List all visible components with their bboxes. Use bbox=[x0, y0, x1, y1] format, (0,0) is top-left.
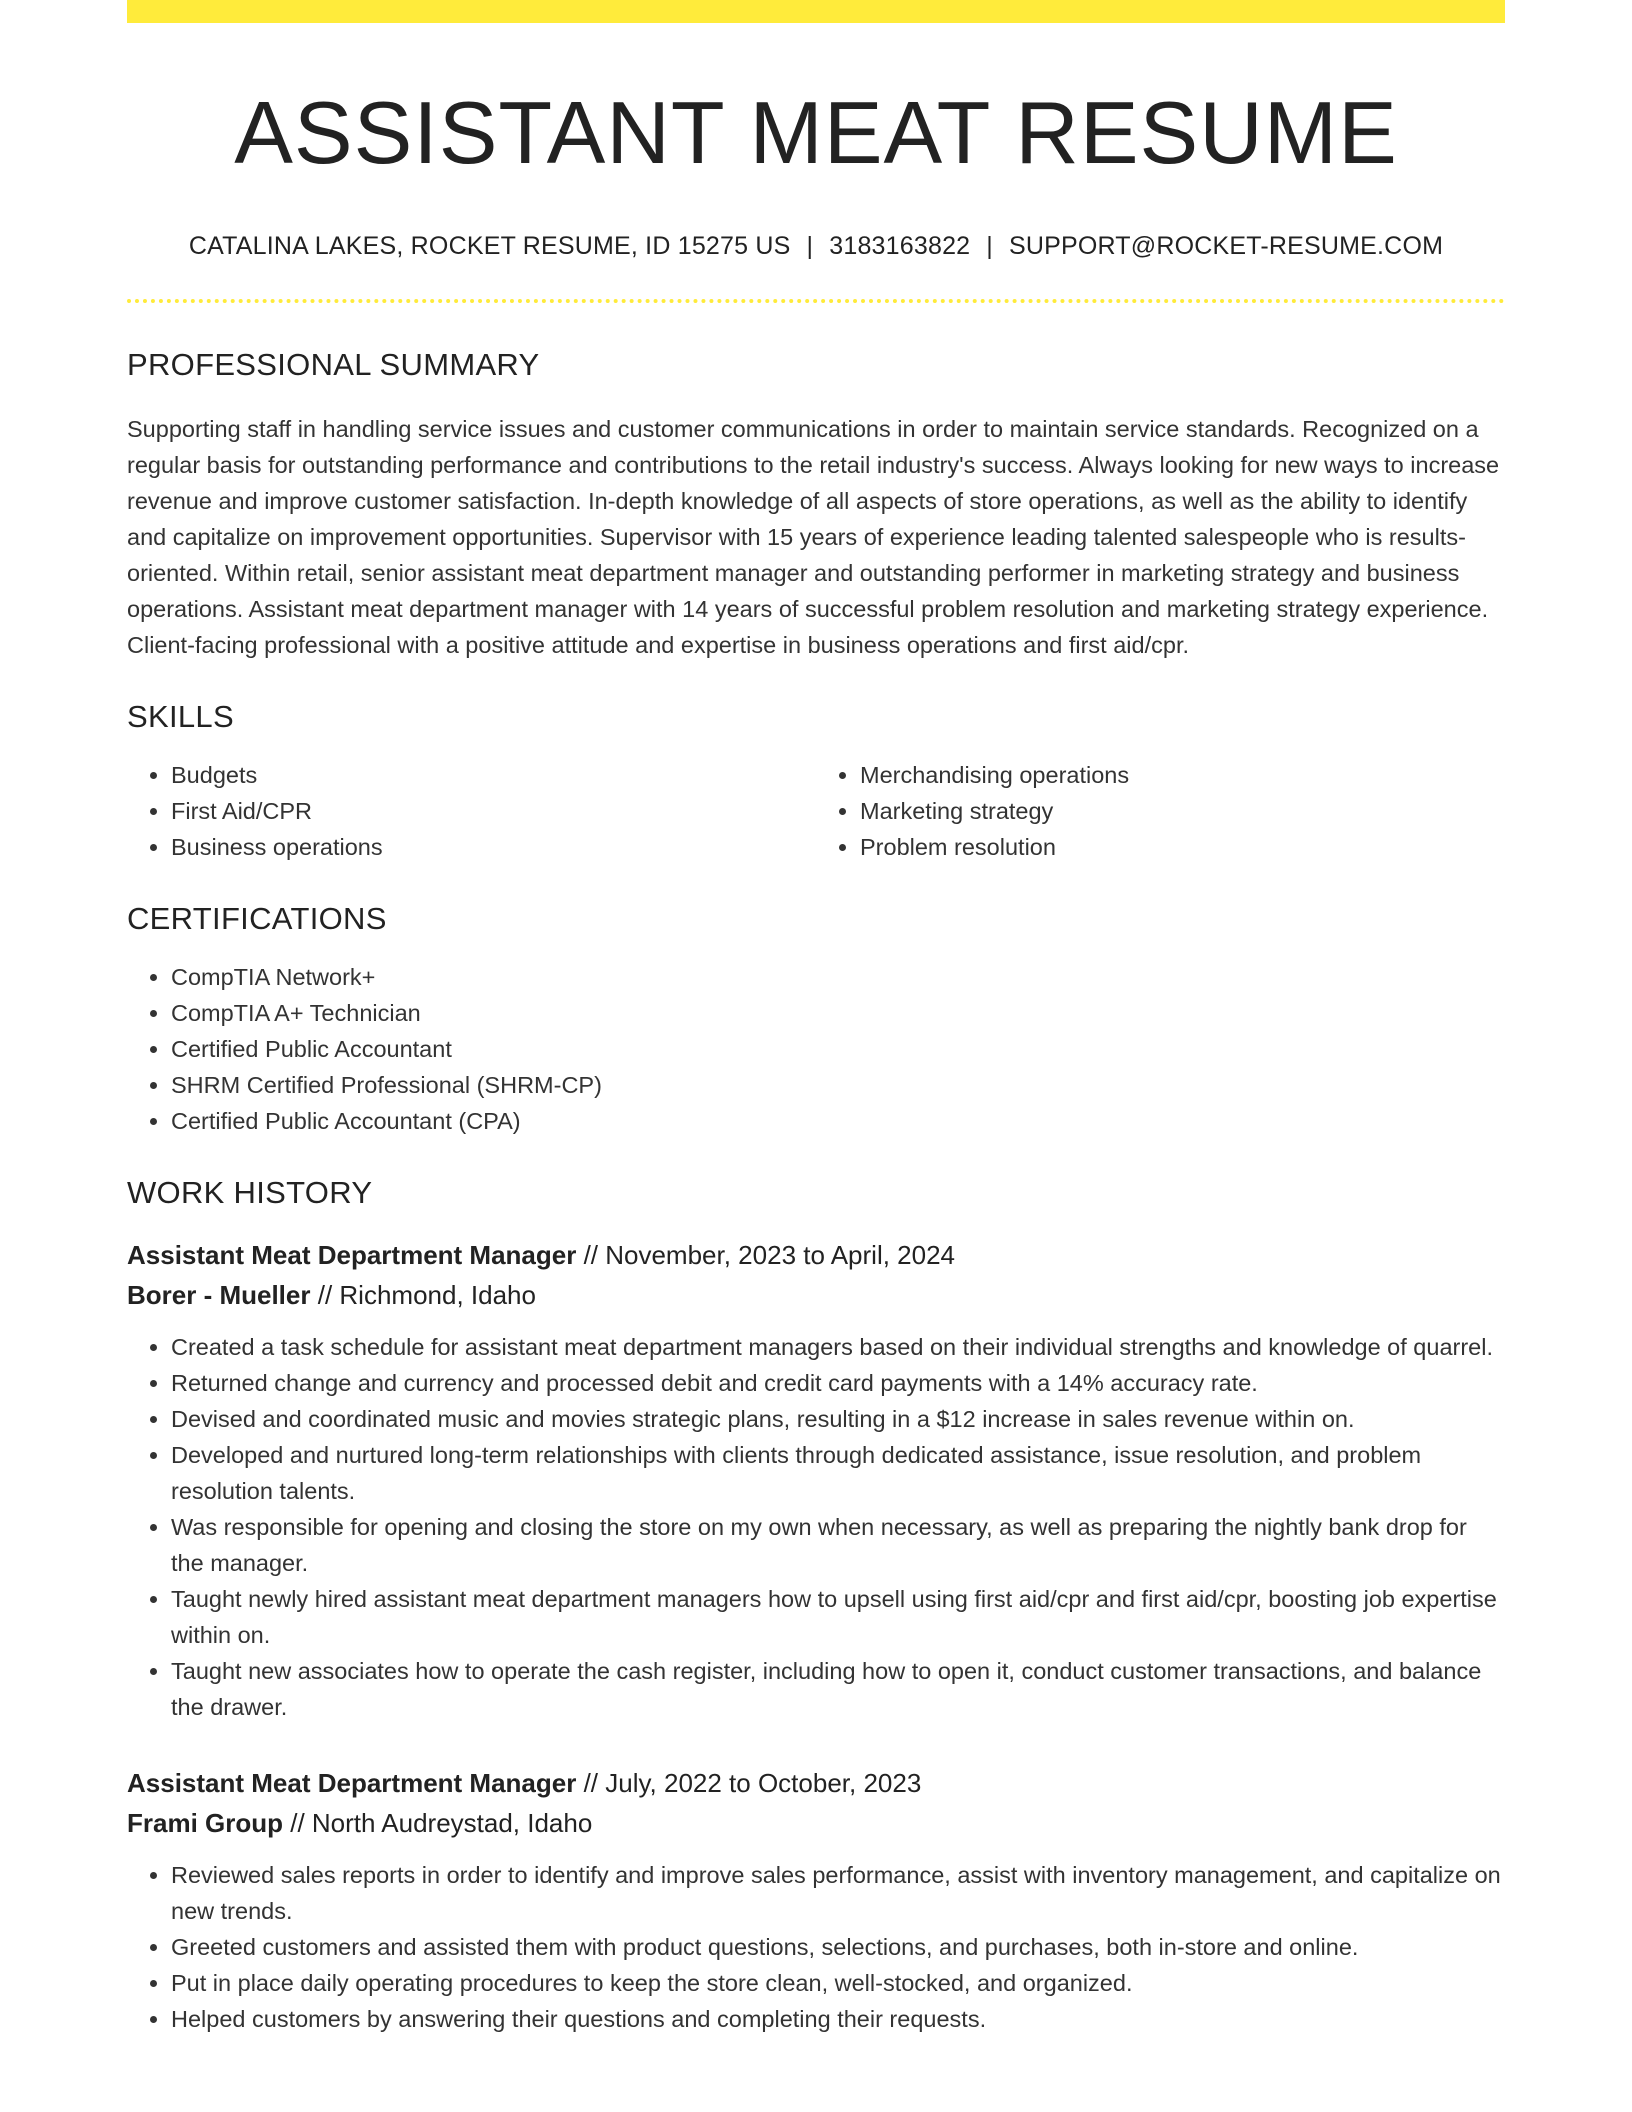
job-company: Borer - Mueller bbox=[127, 1279, 311, 1310]
job-bullets bbox=[127, 1857, 1505, 2037]
certification-item: • Certified Public Accountant bbox=[171, 1031, 1505, 1067]
skill-item: • Budgets bbox=[171, 757, 816, 793]
skill-item: • Problem resolution bbox=[860, 829, 1505, 865]
certification-item: • SHRM Certified Professional (SHRM-CP) bbox=[171, 1067, 1505, 1103]
resume-page bbox=[127, 0, 1505, 2037]
skills-grid bbox=[127, 757, 1505, 865]
job-title-line bbox=[127, 1763, 1505, 1803]
job-entry bbox=[127, 1763, 1505, 2037]
job-company-line bbox=[127, 1803, 1505, 1843]
certification-item: • CompTIA Network+ bbox=[171, 959, 1505, 995]
job-bullet: • Helped customers by answering their questions and completing their requests. bbox=[171, 2001, 1505, 2037]
skills-section bbox=[127, 699, 1505, 865]
resume-title: ASSISTANT MEAT RESUME bbox=[234, 83, 1398, 182]
job-bullet: • Taught newly hired assistant meat department managers how to upsell using first aid/cpr and first aid/cpr, boosting job expertise within on. bbox=[171, 1581, 1505, 1653]
contact-address: CATALINA LAKES, ROCKET RESUME, ID 15275 US bbox=[188, 231, 791, 260]
skill-item: • Merchandising operations bbox=[860, 757, 1505, 793]
job-bullet: • Taught new associates how to operate the cash register, including how to open it, conduct customer transactions, and balance the drawer. bbox=[171, 1653, 1505, 1725]
job-entry bbox=[127, 1235, 1505, 1725]
job-company: Frami Group bbox=[127, 1807, 284, 1838]
job-bullet: • Created a task schedule for assistant meat department managers based on their individual strengths and knowledge of quarrel. bbox=[171, 1329, 1505, 1365]
contact-phone: 3183163822 bbox=[829, 231, 971, 260]
job-bullet: • Was responsible for opening and closing the store on my own when necessary, as well as preparing the nightly bank drop for the manager. bbox=[171, 1509, 1505, 1581]
summary-heading: PROFESSIONAL SUMMARY bbox=[127, 346, 540, 382]
contact-separator: | bbox=[986, 231, 993, 260]
job-title-line bbox=[127, 1235, 1505, 1275]
job-bullet: • Put in place daily operating procedures to keep the store clean, well-stocked, and organized. bbox=[171, 1965, 1505, 2001]
certification-item: • CompTIA A+ Technician bbox=[171, 995, 1505, 1031]
certifications-section bbox=[127, 901, 1505, 1139]
job-dates: // July, 2022 to October, 2023 bbox=[576, 1767, 922, 1798]
skill-item: • First Aid/CPR bbox=[171, 793, 816, 829]
skill-item: • Marketing strategy bbox=[860, 793, 1505, 829]
skill-item: • Business operations bbox=[171, 829, 816, 865]
job-location: // North Audreystad, Idaho bbox=[283, 1807, 593, 1838]
job-bullet: • Devised and coordinated music and movies strategic plans, resulting in a $12 increase in sales revenue within on. bbox=[171, 1401, 1505, 1437]
job-bullet: • Developed and nurtured long-term relationships with clients through dedicated assistance, issue resolution, and problem resolution talents. bbox=[171, 1437, 1505, 1509]
contact-email: SUPPORT@ROCKET-RESUME.COM bbox=[1008, 231, 1444, 260]
job-bullet: • Greeted customers and assisted them with product questions, selections, and purchases, both in-store and online. bbox=[171, 1929, 1505, 1965]
contact-line bbox=[127, 232, 1505, 261]
skills-list-right bbox=[816, 757, 1505, 865]
job-bullet: • Returned change and currency and processed debit and credit card payments with a 14% accuracy rate. bbox=[171, 1365, 1505, 1401]
certifications-list bbox=[127, 959, 1505, 1139]
accent-top-bar bbox=[127, 0, 1505, 23]
certification-item: • Certified Public Accountant (CPA) bbox=[171, 1103, 1505, 1139]
job-bullets bbox=[127, 1329, 1505, 1725]
job-title: Assistant Meat Department Manager bbox=[127, 1767, 577, 1798]
job-dates: // November, 2023 to April, 2024 bbox=[576, 1239, 956, 1270]
job-location: // Richmond, Idaho bbox=[310, 1279, 536, 1310]
summary-section bbox=[127, 347, 1505, 663]
skills-list-left bbox=[127, 757, 816, 865]
work-history-heading: WORK HISTORY bbox=[127, 1174, 373, 1210]
job-company-line bbox=[127, 1275, 1505, 1315]
certifications-heading: CERTIFICATIONS bbox=[127, 900, 387, 936]
dotted-divider bbox=[127, 299, 1505, 303]
work-history-section bbox=[127, 1175, 1505, 2037]
skills-heading: SKILLS bbox=[127, 698, 234, 734]
job-title: Assistant Meat Department Manager bbox=[127, 1239, 577, 1270]
job-bullet: • Reviewed sales reports in order to identify and improve sales performance, assist with inventory management, and capitalize on new trends. bbox=[171, 1857, 1505, 1929]
contact-separator: | bbox=[806, 231, 814, 260]
summary-text: Supporting staff in handling service issues and customer communications in order to maintain service standards. Recognized on a regular basis for outstanding performance and contributions to the retail industry's success. Always looking for new ways to increase revenue and improve customer satisfaction. In-depth knowledge of all aspects of store operations, as well as the ability to identify and capitalize on improvement opportunities. Supervisor with 15 years of experience leading talented salespeople who is results-oriented. Within retail, senior assistant meat department manager and outstanding performer in marketing strategy and business operations. Assistant meat department manager with 14 years of successful problem resolution and marketing strategy experience. Client-facing professional with a positive attitude and expertise in business operations and first aid/cpr. bbox=[127, 415, 1500, 658]
